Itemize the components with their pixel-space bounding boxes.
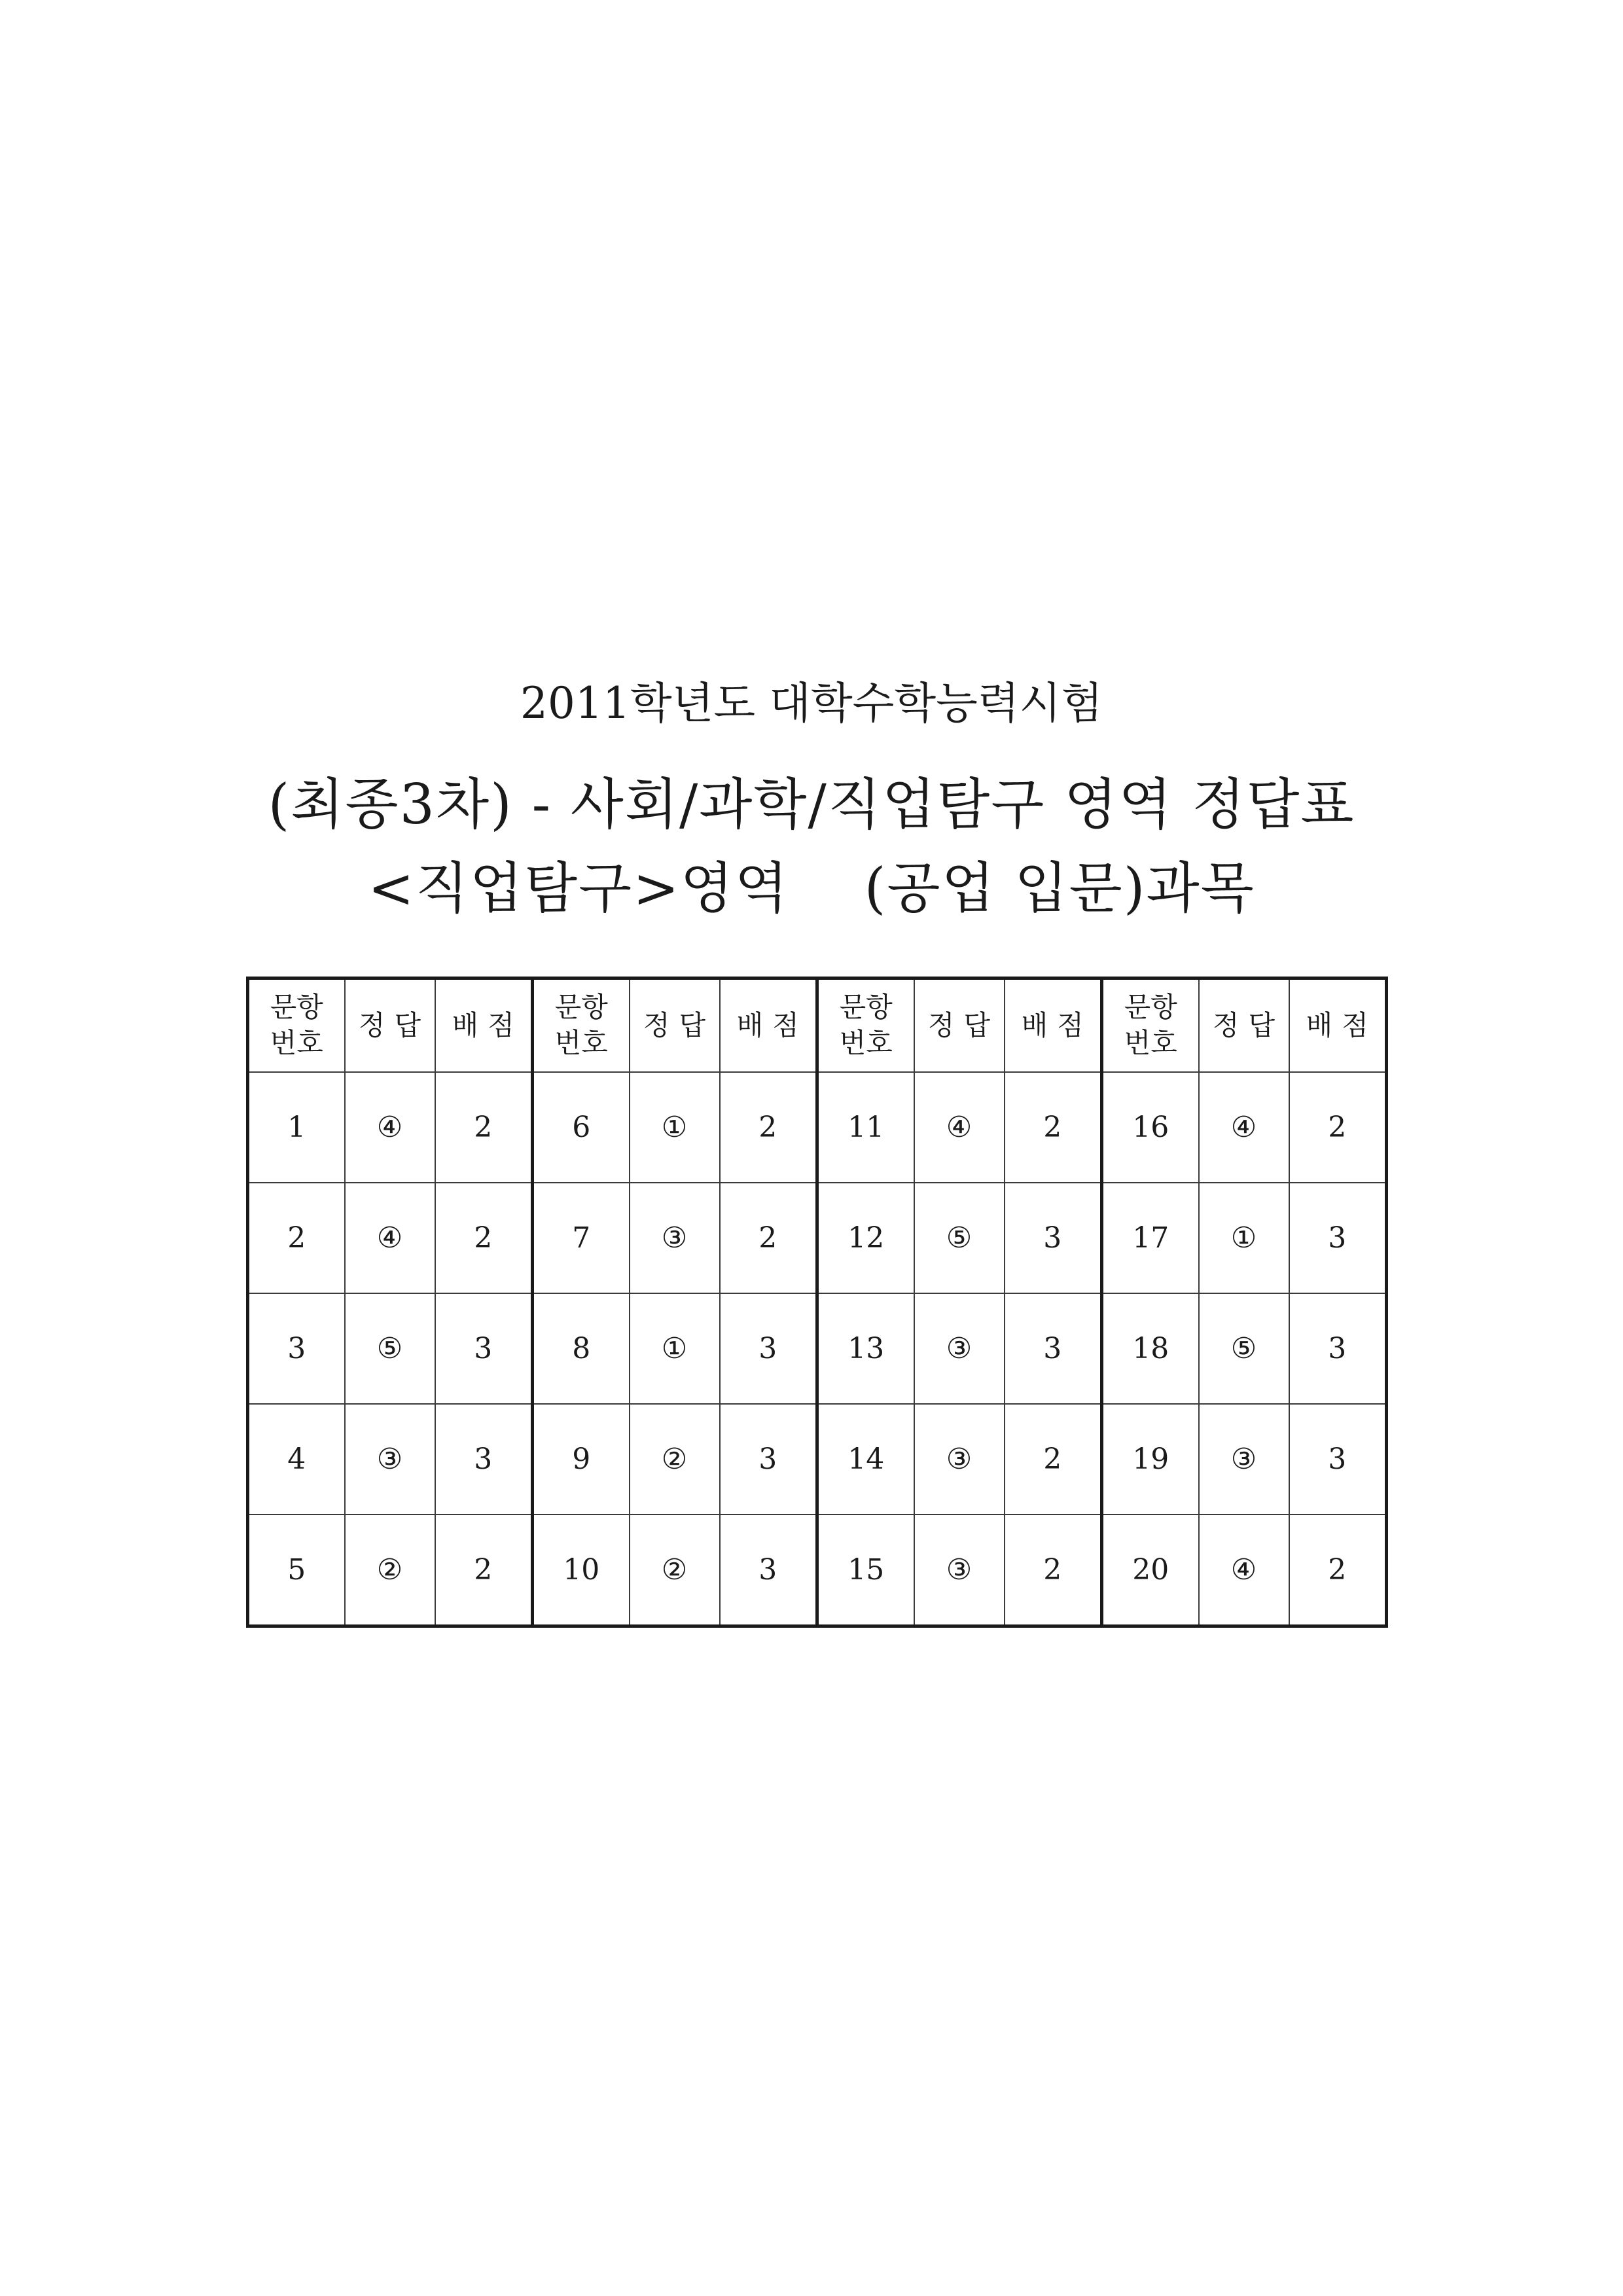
correct-answer: ④ bbox=[1199, 1515, 1289, 1626]
point-value: 2 bbox=[720, 1072, 817, 1183]
question-number: 16 bbox=[1102, 1072, 1199, 1183]
point-value: 3 bbox=[720, 1293, 817, 1404]
point-value: 2 bbox=[1289, 1072, 1387, 1183]
question-number: 20 bbox=[1102, 1515, 1199, 1626]
points-header: 배점 bbox=[1289, 978, 1387, 1073]
answer-header: 정답 bbox=[914, 978, 1005, 1073]
point-value: 3 bbox=[1005, 1183, 1102, 1293]
question-number: 7 bbox=[533, 1183, 630, 1293]
question-number: 3 bbox=[248, 1293, 345, 1404]
correct-answer: ⑤ bbox=[914, 1183, 1005, 1293]
point-value: 3 bbox=[1289, 1293, 1387, 1404]
point-value: 3 bbox=[1005, 1293, 1102, 1404]
correct-answer: ① bbox=[630, 1293, 720, 1404]
correct-answer: ⑤ bbox=[1199, 1293, 1289, 1404]
point-value: 3 bbox=[720, 1404, 817, 1515]
point-value: 3 bbox=[720, 1515, 817, 1626]
question-number: 13 bbox=[817, 1293, 914, 1404]
correct-answer: ③ bbox=[630, 1183, 720, 1293]
point-value: 2 bbox=[1005, 1404, 1102, 1515]
header-row bbox=[248, 978, 1387, 1073]
correct-answer: ④ bbox=[914, 1072, 1005, 1183]
number-header: 문항 번호 bbox=[533, 978, 630, 1073]
question-number: 2 bbox=[248, 1183, 345, 1293]
question-number: 17 bbox=[1102, 1183, 1199, 1293]
point-value: 3 bbox=[1289, 1404, 1387, 1515]
question-number: 8 bbox=[533, 1293, 630, 1404]
correct-answer: ③ bbox=[914, 1293, 1005, 1404]
answer-header: 정답 bbox=[345, 978, 435, 1073]
point-value: 3 bbox=[435, 1293, 533, 1404]
point-value: 2 bbox=[435, 1515, 533, 1626]
question-number: 9 bbox=[533, 1404, 630, 1515]
correct-answer: ① bbox=[1199, 1183, 1289, 1293]
exam-title: 2011학년도 대학수학능력시험 bbox=[520, 678, 1103, 728]
correct-answer: ② bbox=[630, 1404, 720, 1515]
correct-answer: ② bbox=[630, 1515, 720, 1626]
question-number: 15 bbox=[817, 1515, 914, 1626]
correct-answer: ③ bbox=[914, 1404, 1005, 1515]
table-row bbox=[248, 1293, 1387, 1404]
correct-answer: ① bbox=[630, 1072, 720, 1183]
question-number: 18 bbox=[1102, 1293, 1199, 1404]
number-header: 문항 번호 bbox=[248, 978, 345, 1073]
question-number: 10 bbox=[533, 1515, 630, 1626]
answer-key-title: (최종3차) - 사회/과학/직업탐구 영역 정답표 bbox=[268, 772, 1355, 836]
correct-answer: ③ bbox=[345, 1404, 435, 1515]
answer-header: 정답 bbox=[1199, 978, 1289, 1073]
subject-title: <직업탐구>영역 (공업 입문)과목 bbox=[368, 856, 1255, 920]
correct-answer: ③ bbox=[1199, 1404, 1289, 1515]
points-header: 배점 bbox=[1005, 978, 1102, 1073]
question-number: 6 bbox=[533, 1072, 630, 1183]
point-value: 2 bbox=[1005, 1515, 1102, 1626]
question-number: 14 bbox=[817, 1404, 914, 1515]
table-row bbox=[248, 1515, 1387, 1626]
correct-answer: ② bbox=[345, 1515, 435, 1626]
point-value: 2 bbox=[1289, 1515, 1387, 1626]
points-header: 배점 bbox=[435, 978, 533, 1073]
question-number: 1 bbox=[248, 1072, 345, 1183]
point-value: 2 bbox=[720, 1183, 817, 1293]
number-header: 문항 번호 bbox=[817, 978, 914, 1073]
table-row bbox=[248, 1183, 1387, 1293]
correct-answer: ④ bbox=[1199, 1072, 1289, 1183]
answer-header: 정답 bbox=[630, 978, 720, 1073]
correct-answer: ③ bbox=[914, 1515, 1005, 1626]
points-header: 배점 bbox=[720, 978, 817, 1073]
question-number: 11 bbox=[817, 1072, 914, 1183]
question-number: 12 bbox=[817, 1183, 914, 1293]
question-number: 5 bbox=[248, 1515, 345, 1626]
question-number: 4 bbox=[248, 1404, 345, 1515]
question-number: 19 bbox=[1102, 1404, 1199, 1515]
point-value: 2 bbox=[1005, 1072, 1102, 1183]
correct-answer: ④ bbox=[345, 1183, 435, 1293]
table-row bbox=[248, 1404, 1387, 1515]
point-value: 3 bbox=[1289, 1183, 1387, 1293]
point-value: 2 bbox=[435, 1072, 533, 1183]
point-value: 2 bbox=[435, 1183, 533, 1293]
correct-answer: ⑤ bbox=[345, 1293, 435, 1404]
number-header: 문항 번호 bbox=[1102, 978, 1199, 1073]
point-value: 3 bbox=[435, 1404, 533, 1515]
table-row bbox=[248, 1072, 1387, 1183]
answer-table bbox=[246, 977, 1388, 1628]
correct-answer: ④ bbox=[345, 1072, 435, 1183]
